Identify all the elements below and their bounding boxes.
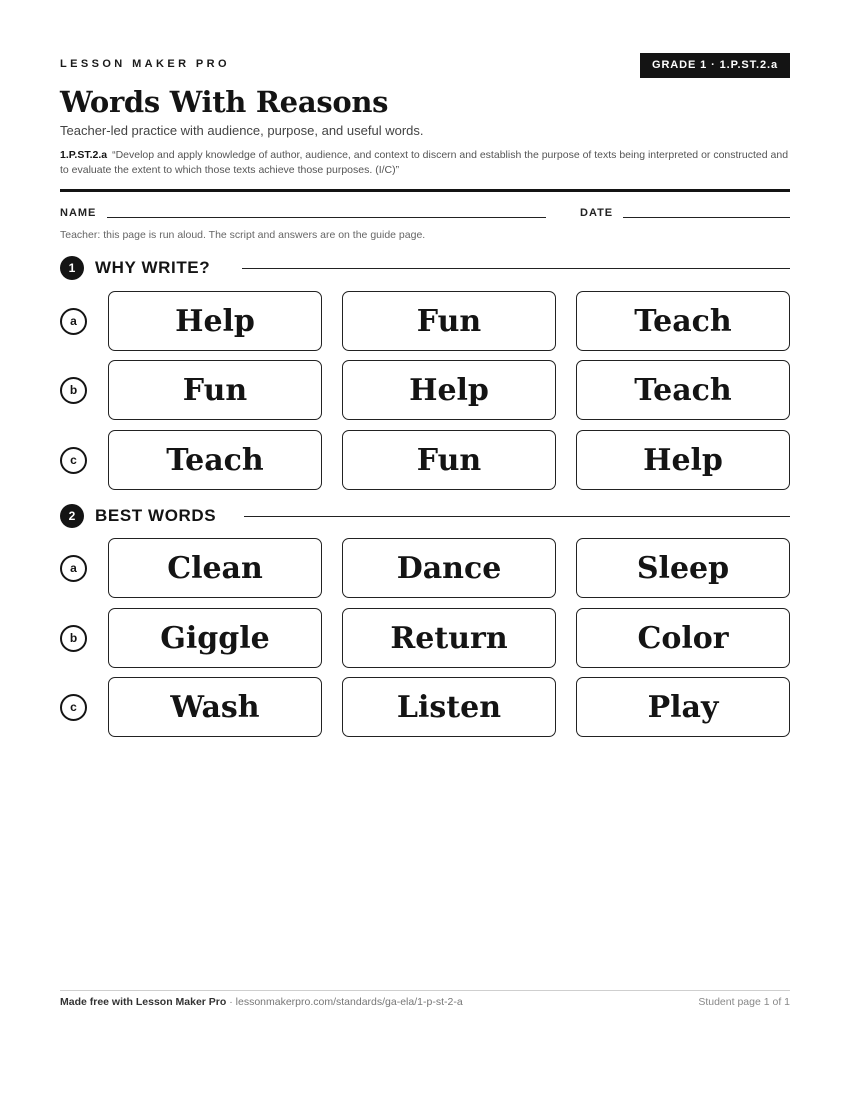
word-card[interactable]: Teach: [576, 291, 790, 351]
word-card[interactable]: Help: [108, 291, 322, 351]
footer-made-with: Made free with Lesson Maker Pro: [60, 996, 227, 1008]
word-card[interactable]: Clean: [108, 538, 322, 598]
date-field[interactable]: [623, 217, 790, 218]
footer-credit: [60, 996, 463, 1008]
section-best-words: [60, 503, 790, 529]
brand-name: LESSON MAKER PRO: [60, 58, 230, 70]
word-card[interactable]: Help: [576, 430, 790, 490]
word-card[interactable]: Help: [342, 360, 556, 420]
footer-url[interactable]: · lessonmakerpro.com/standards/ga-ela/1-p-st-2-a: [226, 996, 463, 1008]
footer-divider: [60, 990, 790, 991]
word-card[interactable]: Listen: [342, 677, 556, 737]
word-card[interactable]: Fun: [108, 360, 322, 420]
section-rule: [244, 516, 790, 517]
word-card[interactable]: Sleep: [576, 538, 790, 598]
footer-page-number: Student page 1 of 1: [698, 996, 790, 1008]
standard-code: 1.P.ST.2.a: [60, 149, 108, 161]
word-card[interactable]: Dance: [342, 538, 556, 598]
page-title: Words With Reasons: [60, 85, 389, 119]
word-card[interactable]: Fun: [342, 430, 556, 490]
row-letter: b: [60, 377, 87, 404]
header-divider: [60, 189, 790, 192]
word-card[interactable]: Fun: [342, 291, 556, 351]
word-card[interactable]: Return: [342, 608, 556, 668]
grade-badge: GRADE 1 · 1.P.ST.2.a: [640, 53, 790, 78]
word-card[interactable]: Giggle: [108, 608, 322, 668]
row-letter: c: [60, 447, 87, 474]
question-row-1b: [60, 360, 790, 420]
standard-text: “Develop and apply knowledge of author, audience, and context to discern and establish the purpose of texts being interpreted or constructed and to evaluate the extent to which those texts achieve those purposes. (I/C)”: [60, 149, 789, 176]
question-row-1c: [60, 430, 790, 490]
word-card[interactable]: Play: [576, 677, 790, 737]
word-card[interactable]: Wash: [108, 677, 322, 737]
date-label: DATE: [580, 207, 614, 219]
page-subtitle: Teacher-led practice with audience, purpose, and useful words.: [60, 123, 424, 138]
row-letter: a: [60, 555, 87, 582]
row-letter: c: [60, 694, 87, 721]
section-why-write: [60, 255, 790, 281]
word-card[interactable]: Teach: [108, 430, 322, 490]
section-title: WHY WRITE?: [95, 258, 211, 277]
section-title: BEST WORDS: [95, 506, 217, 525]
word-card[interactable]: Color: [576, 608, 790, 668]
standard-description: [60, 148, 795, 178]
teacher-note: Teacher: this page is run aloud. The script and answers are on the guide page.: [60, 229, 426, 241]
question-row-2c: [60, 677, 790, 737]
word-card[interactable]: Teach: [576, 360, 790, 420]
name-field[interactable]: [107, 217, 546, 218]
name-label: NAME: [60, 207, 97, 219]
question-row-2a: [60, 538, 790, 598]
section-rule: [242, 268, 790, 269]
row-letter: a: [60, 308, 87, 335]
section-number: 2: [60, 504, 84, 528]
question-row-2b: [60, 608, 790, 668]
section-number: 1: [60, 256, 84, 280]
question-row-1a: [60, 291, 790, 351]
row-letter: b: [60, 625, 87, 652]
